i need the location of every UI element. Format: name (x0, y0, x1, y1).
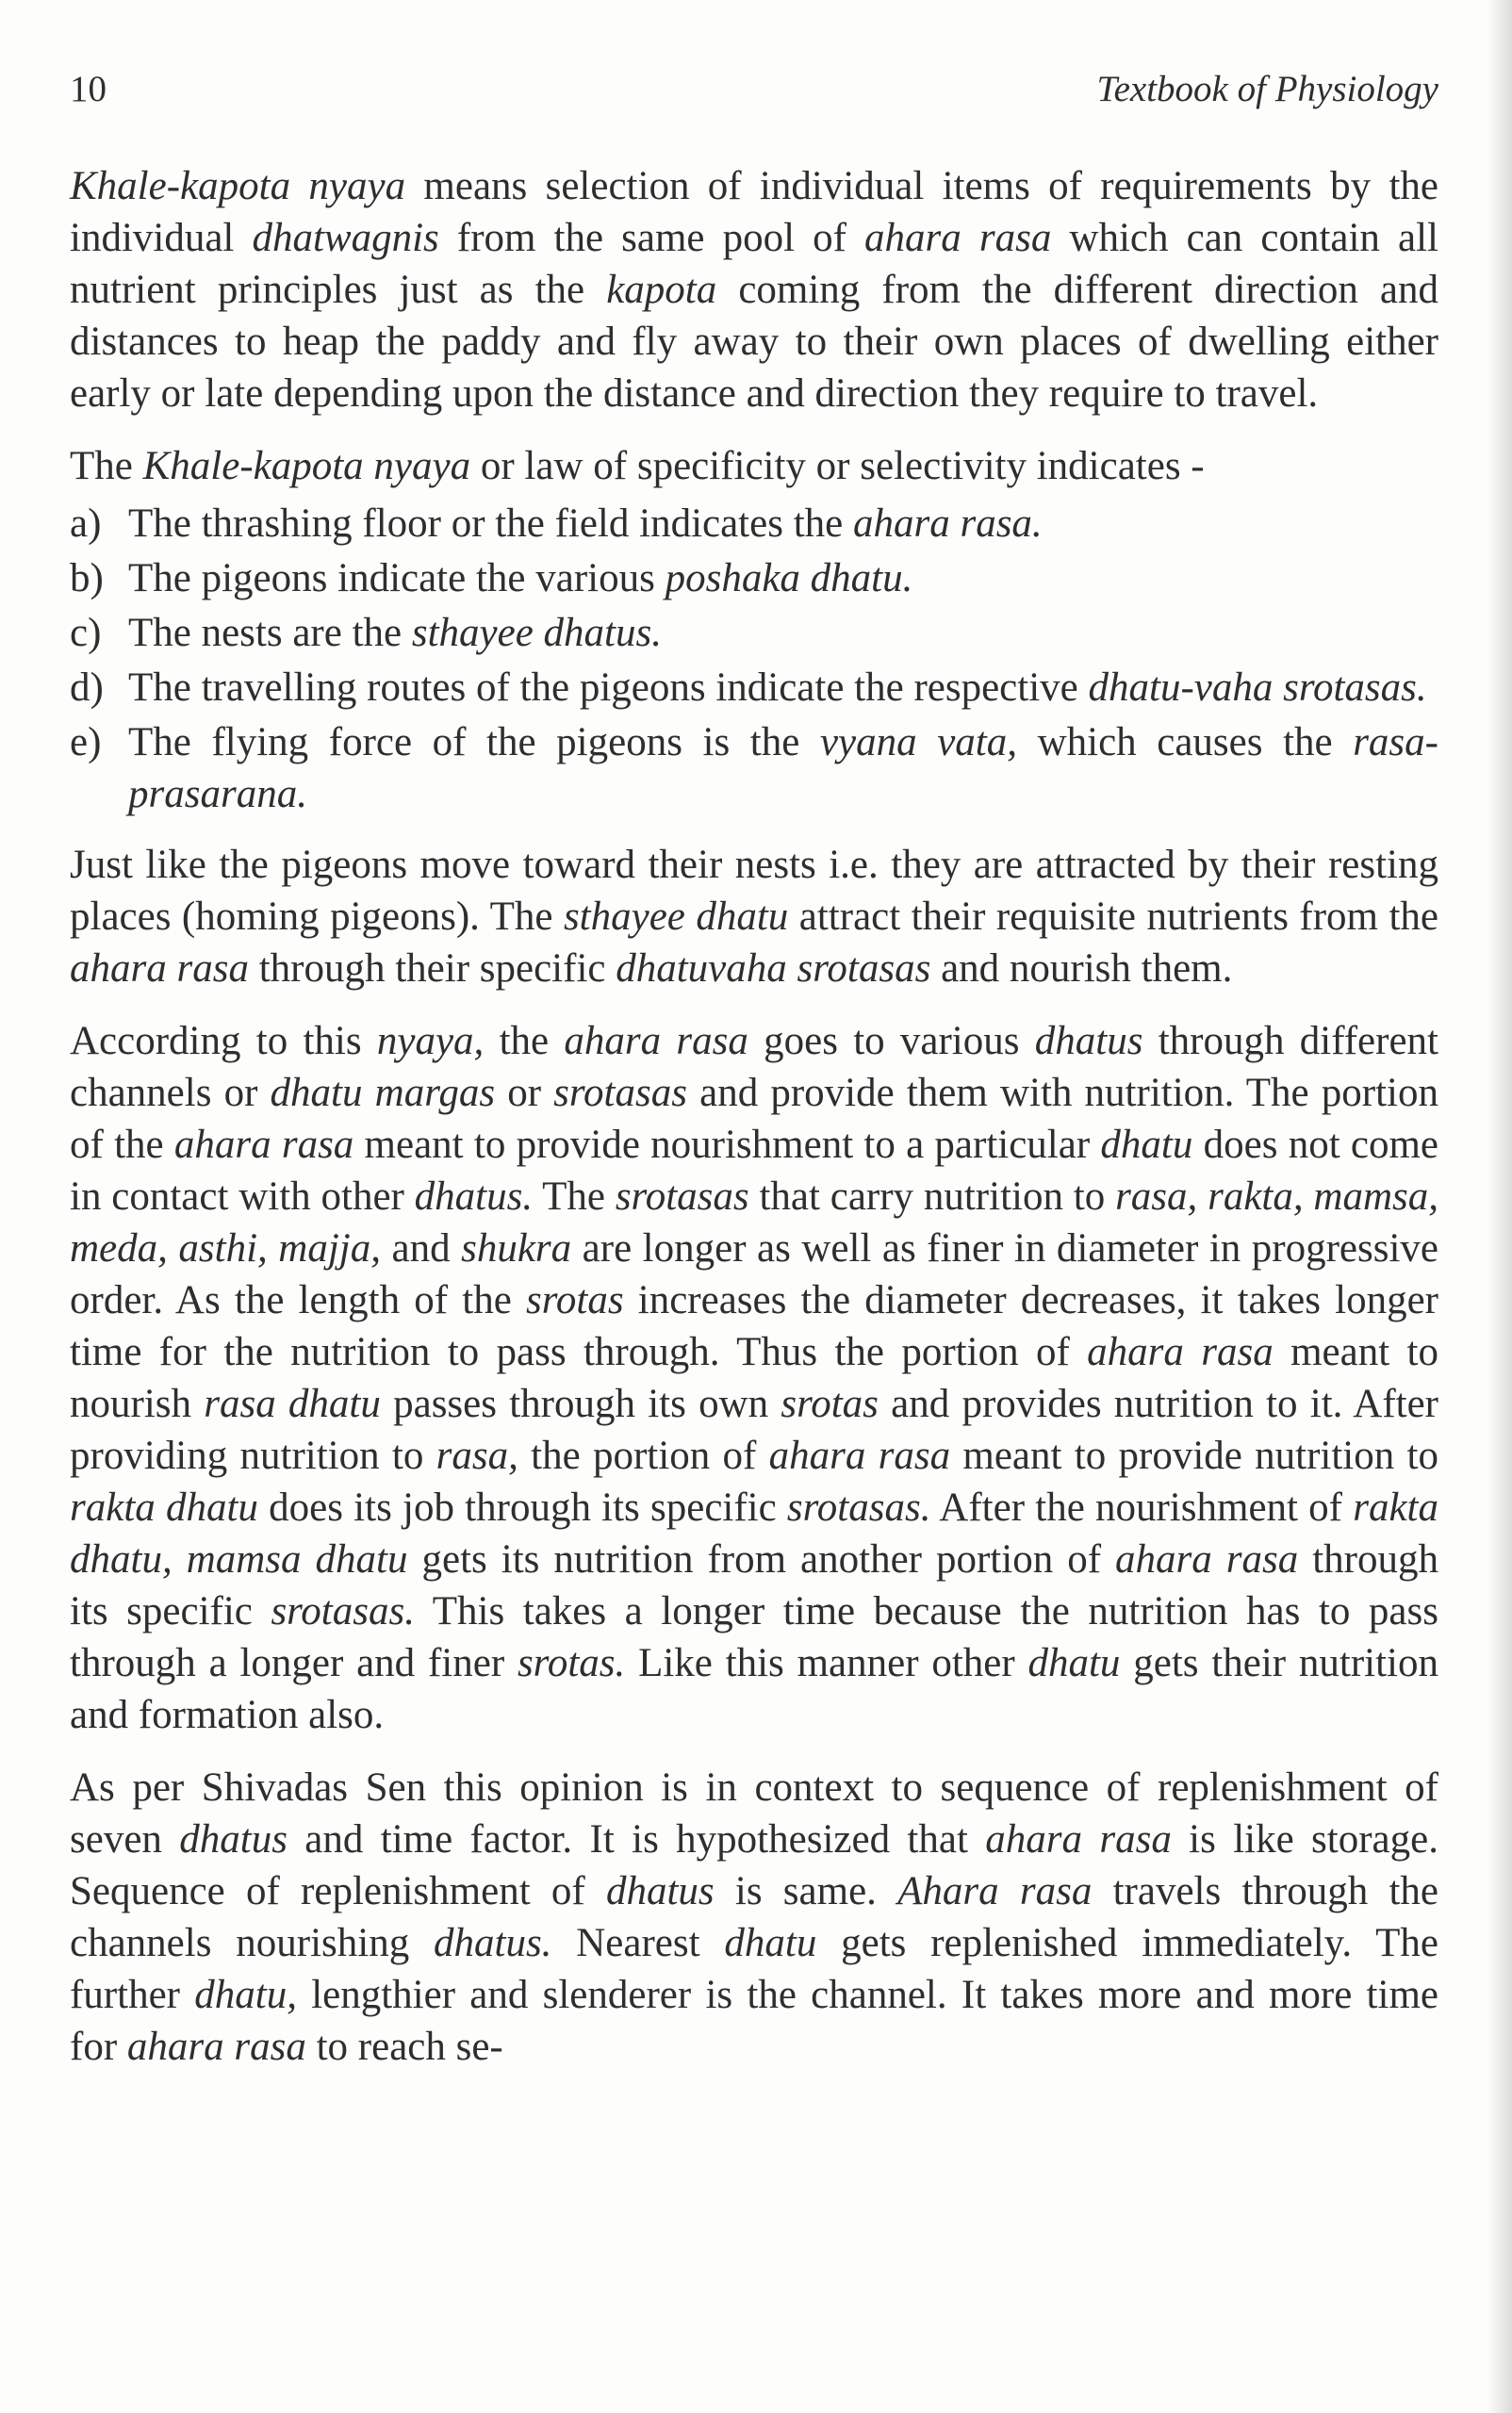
italic-term: srotasas. (786, 1486, 931, 1530)
text-run: is same. (714, 1869, 898, 1913)
text-run: through its specific (70, 1537, 1438, 1633)
italic-term: sthayee dhatus. (411, 611, 662, 655)
text-run: are longer as well as finer in diameter in progressive order. As the length of the (70, 1226, 1439, 1322)
text-run: meant to provide nourishment to a particular (353, 1123, 1101, 1167)
italic-term: Khale-kapota nyaya (70, 164, 406, 208)
paragraphs-before-list (70, 160, 1438, 492)
italic-term: dhatus. (434, 1921, 552, 1965)
italic-term: dhatwagnis (252, 216, 439, 260)
italic-term: srotasas. (271, 1589, 415, 1633)
italic-term: ahara rasa (1087, 1330, 1274, 1374)
body-paragraph (70, 839, 1438, 994)
italic-term: ahara rasa (70, 946, 249, 991)
italic-term: srotasas (615, 1174, 749, 1219)
text-run: and (381, 1226, 462, 1271)
text-run: which can contain all nutrient principles just as the (70, 216, 1438, 312)
page-body (70, 160, 1438, 2073)
italic-term: ahara rasa (1115, 1537, 1299, 1582)
text-run: does its job through its specific (257, 1486, 787, 1530)
text-run: Just like the pigeons move toward their nests i.e. they are attracted by their resting places (homing pigeons). The (70, 843, 1438, 939)
text-run: and nourish them. (930, 946, 1233, 991)
running-head: Textbook of Physiology (1096, 69, 1438, 109)
text-run: gets replenished immediately. The further (70, 1921, 1438, 2017)
text-run: The thrashing floor or the field indicates the (128, 501, 853, 546)
body-paragraph (70, 440, 1438, 492)
page-number: 10 (70, 69, 107, 109)
text-run: After the nourishment of (930, 1486, 1354, 1530)
text-run: to reach se- (305, 2025, 503, 2069)
list-marker: d) (70, 665, 104, 710)
page-edge-shadow (1487, 0, 1512, 2413)
italic-term: dhatu (1027, 1641, 1121, 1685)
italic-term: rasa, rakta, mamsa, meda, asthi, majja, (70, 1174, 1439, 1271)
text-run: through different channels or (70, 1019, 1438, 1115)
italic-term: rasa, (436, 1434, 518, 1478)
italic-term: dhatus (1034, 1019, 1143, 1063)
text-run: lengthier and slenderer is the channel. It takes more and more time for (70, 1973, 1438, 2069)
text-run: The (533, 1174, 616, 1219)
italic-term: ahara rasa. (852, 501, 1043, 546)
list-item (70, 662, 1438, 714)
text-run: and time factor. It is hypothesized that (287, 1817, 986, 1862)
italic-term: rasa-prasarana. (128, 720, 1438, 816)
text-run: The flying force of the pigeons is the (128, 720, 820, 764)
specificity-list (70, 498, 1438, 820)
italic-term: dhatu (724, 1921, 817, 1965)
italic-term: srotas (526, 1278, 624, 1322)
text-run: gets its nutrition from another portion of (407, 1537, 1116, 1582)
text-run: which causes the (1016, 720, 1354, 764)
italic-term: kapota (606, 268, 717, 312)
page-header (70, 68, 1438, 121)
text-run: attract their requisite nutrients from the (788, 895, 1438, 939)
body-paragraph (70, 1762, 1438, 2073)
text-run: and provide them with nutrition. The portion of the (70, 1071, 1438, 1167)
text-run: that carry nutrition to (748, 1174, 1116, 1219)
text-run: from the same pool of (438, 216, 865, 260)
list-item (70, 498, 1438, 550)
text-run: means selection of individual items of requirements by the individual (70, 164, 1438, 260)
text-run: travels through the channels nourishing (70, 1869, 1438, 1965)
italic-term: ahara rasa (173, 1123, 354, 1167)
text-run: and provides nutrition to it. After providing nutrition to (70, 1382, 1439, 1478)
paragraphs-after-list (70, 839, 1438, 2073)
text-run: The travelling routes of the pigeons indicate the respective (128, 665, 1089, 710)
italic-term: dhatu, (194, 1973, 297, 2017)
italic-term: srotas (781, 1382, 879, 1426)
italic-term: rakta dhatu, mamsa dhatu (70, 1486, 1438, 1582)
italic-term: ahara rasa (564, 1019, 748, 1063)
text-run: The pigeons indicate the various (128, 556, 666, 600)
text-run: increases the diameter decreases, it takes longer time for the nutrition to pass through. Thus the portion of (70, 1278, 1438, 1374)
italic-term: srotas. (517, 1641, 626, 1685)
italic-term: Khale-kapota nyaya (142, 444, 471, 488)
italic-term: vyana vata, (819, 720, 1017, 764)
text-run: The (70, 444, 143, 488)
list-item (70, 716, 1438, 820)
italic-term: ahara rasa (864, 216, 1052, 260)
list-marker: a) (70, 501, 102, 546)
italic-term: dhatu-vaha srotasas. (1088, 665, 1427, 710)
italic-term: shukra (461, 1226, 572, 1271)
italic-term: dhatus (605, 1869, 715, 1913)
italic-term: rasa dhatu (204, 1382, 381, 1426)
text-run: This takes a longer time because the nutrition has to pass through a longer and finer (70, 1589, 1438, 1685)
text-run: or (495, 1071, 554, 1115)
italic-term: dhatu margas (270, 1071, 496, 1115)
text-run: or law of specificity or selectivity indicates - (470, 444, 1205, 488)
list-marker: b) (70, 556, 104, 600)
text-run: the portion of (518, 1434, 769, 1478)
text-run: coming from the different direction and distances to heap the paddy and fly away to their own places of dwelling either early or late depending upon the distance and direction they require to travel. (70, 268, 1438, 416)
italic-term: dhatu (1100, 1123, 1193, 1167)
list-marker: e) (70, 720, 102, 764)
text-run: Like this manner other (625, 1641, 1028, 1685)
text-run: passes through its own (380, 1382, 781, 1426)
text-run: gets their nutrition and formation also. (70, 1641, 1439, 1737)
italic-term: srotasas (553, 1071, 687, 1115)
italic-term: Ahara rasa (897, 1869, 1093, 1913)
text-run: The nests are the (128, 611, 412, 655)
text-run: Nearest (551, 1921, 725, 1965)
text-run: According to this (70, 1019, 377, 1063)
text-run: is like storage. Sequence of replenishment of (70, 1817, 1438, 1913)
italic-term: ahara rasa (985, 1817, 1172, 1862)
text-run: meant to nourish (70, 1330, 1438, 1426)
body-paragraph (70, 160, 1438, 419)
italic-term: ahara rasa (768, 1434, 951, 1478)
text-run: through their specific (248, 946, 616, 991)
italic-term: rakta dhatu (70, 1486, 258, 1530)
text-run: does not come in contact with other (70, 1123, 1439, 1219)
italic-term: dhatus. (414, 1174, 534, 1219)
text-run: the (484, 1019, 565, 1063)
body-paragraph (70, 1015, 1438, 1741)
italic-term: sthayee dhatu (563, 895, 789, 939)
text-run: meant to provide nutrition to (950, 1434, 1438, 1478)
text-run: goes to various (748, 1019, 1035, 1063)
italic-term: dhatuvaha srotasas (616, 946, 931, 991)
italic-term: dhatus (179, 1817, 288, 1862)
italic-term: ahara rasa (126, 2025, 306, 2069)
italic-term: poshaka dhatu. (665, 556, 913, 600)
italic-term: nyaya, (376, 1019, 485, 1063)
text-run: As per Shivadas Sen this opinion is in context to sequence of replenishment of seven (70, 1765, 1438, 1862)
list-item (70, 552, 1438, 604)
list-marker: c) (70, 611, 102, 655)
list-item (70, 607, 1438, 659)
